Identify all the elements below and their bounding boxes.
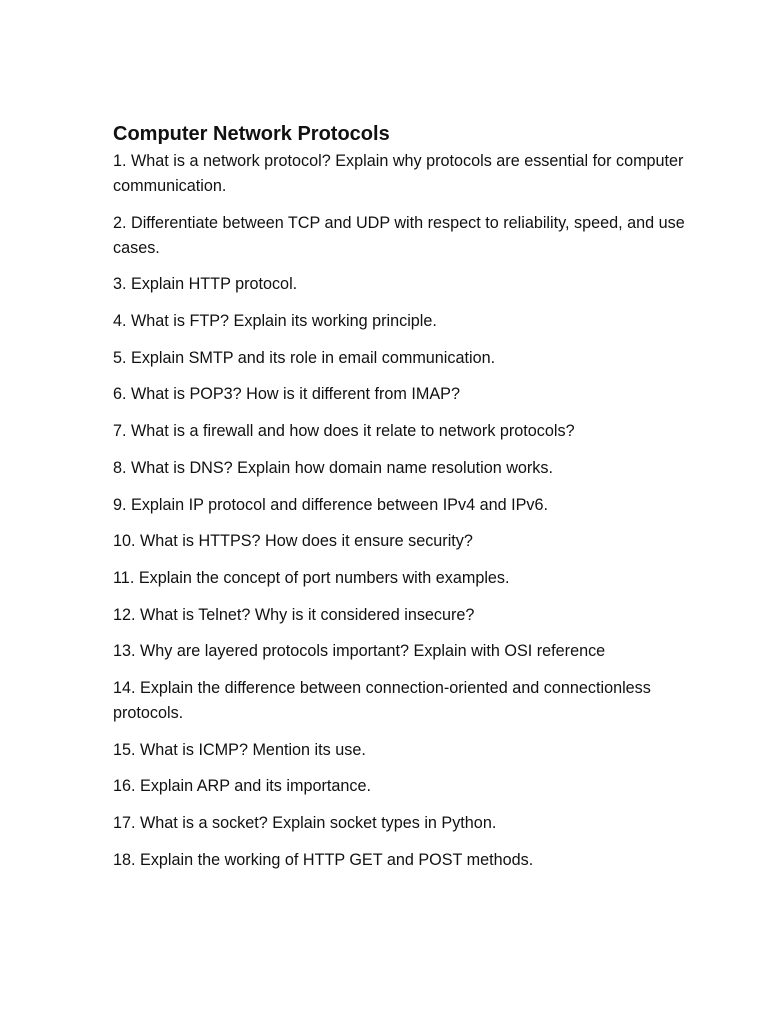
question-number: 4 . (113, 312, 131, 330)
question-text: What is a network protocol? Explain why protocols are essential for computer communication. (113, 152, 684, 195)
question-number: 9 . (113, 496, 131, 514)
question-item (113, 774, 713, 799)
question-text: Explain SMTP and its role in email communication. (131, 348, 496, 367)
question-item (113, 272, 713, 297)
question-item (113, 848, 713, 873)
question-text: What is ICMP? Mention its use. (140, 740, 366, 759)
question-number: 14 . (113, 679, 140, 697)
question-text: What is a firewall and how does it relate to network protocols? (131, 422, 575, 441)
question-number: 10 . (113, 532, 140, 550)
question-number: 16 . (113, 777, 140, 795)
question-item (113, 309, 713, 334)
question-text: Explain HTTP protocol. (131, 275, 298, 294)
question-number: 8 . (113, 459, 131, 477)
question-text: Explain the working of HTTP GET and POST methods. (140, 850, 534, 869)
question-item (113, 456, 713, 481)
question-text: Differentiate between TCP and UDP with respect to reliability, speed, and use cases. (113, 213, 685, 257)
question-item (113, 603, 713, 628)
question-item (113, 639, 713, 664)
question-number: 3 . (113, 275, 131, 293)
question-item (113, 493, 713, 518)
question-item (113, 811, 713, 836)
question-item (113, 566, 713, 591)
question-list (113, 149, 713, 873)
question-text: Explain the difference between connection-oriented and connectionless protocols. (113, 678, 651, 722)
question-number: 13 . (113, 642, 140, 660)
question-text: Explain ARP and its importance. (140, 777, 371, 796)
document-page (113, 122, 713, 884)
question-number: 1 . (113, 152, 131, 170)
question-item (113, 211, 713, 261)
question-item (113, 346, 713, 371)
question-item (113, 676, 713, 726)
question-number: 15 . (113, 741, 140, 759)
question-number: 6 . (113, 385, 131, 403)
question-number: 2 . (113, 214, 131, 232)
question-item (113, 529, 713, 554)
question-item (113, 149, 713, 199)
question-text: Explain the concept of port numbers with examples. (138, 568, 510, 587)
question-text: Explain IP protocol and difference between IPv4 and IPv6. (131, 495, 548, 514)
question-number: 12 . (113, 606, 140, 624)
question-number: 5 . (113, 349, 131, 367)
question-text: What is HTTPS? How does it ensure security? (140, 532, 473, 551)
question-text: What is DNS? Explain how domain name resolution works. (131, 458, 553, 477)
question-text: Why are layered protocols important? Explain with OSI reference (140, 642, 606, 661)
question-text: What is Telnet? Why is it considered insecure? (140, 605, 475, 624)
question-item (113, 738, 713, 763)
question-number: 11 . (113, 569, 139, 587)
question-item (113, 382, 713, 407)
question-item (113, 419, 713, 444)
question-number: 17 . (113, 814, 140, 832)
question-number: 18 . (113, 851, 140, 869)
question-number: 7 . (113, 422, 131, 440)
question-text: What is a socket? Explain socket types in Python. (140, 814, 497, 832)
question-text: What is POP3? How is it different from IMAP? (131, 385, 460, 404)
question-text: What is FTP? Explain its working principle. (131, 312, 437, 331)
document-title: Computer Network Protocols (113, 123, 390, 145)
